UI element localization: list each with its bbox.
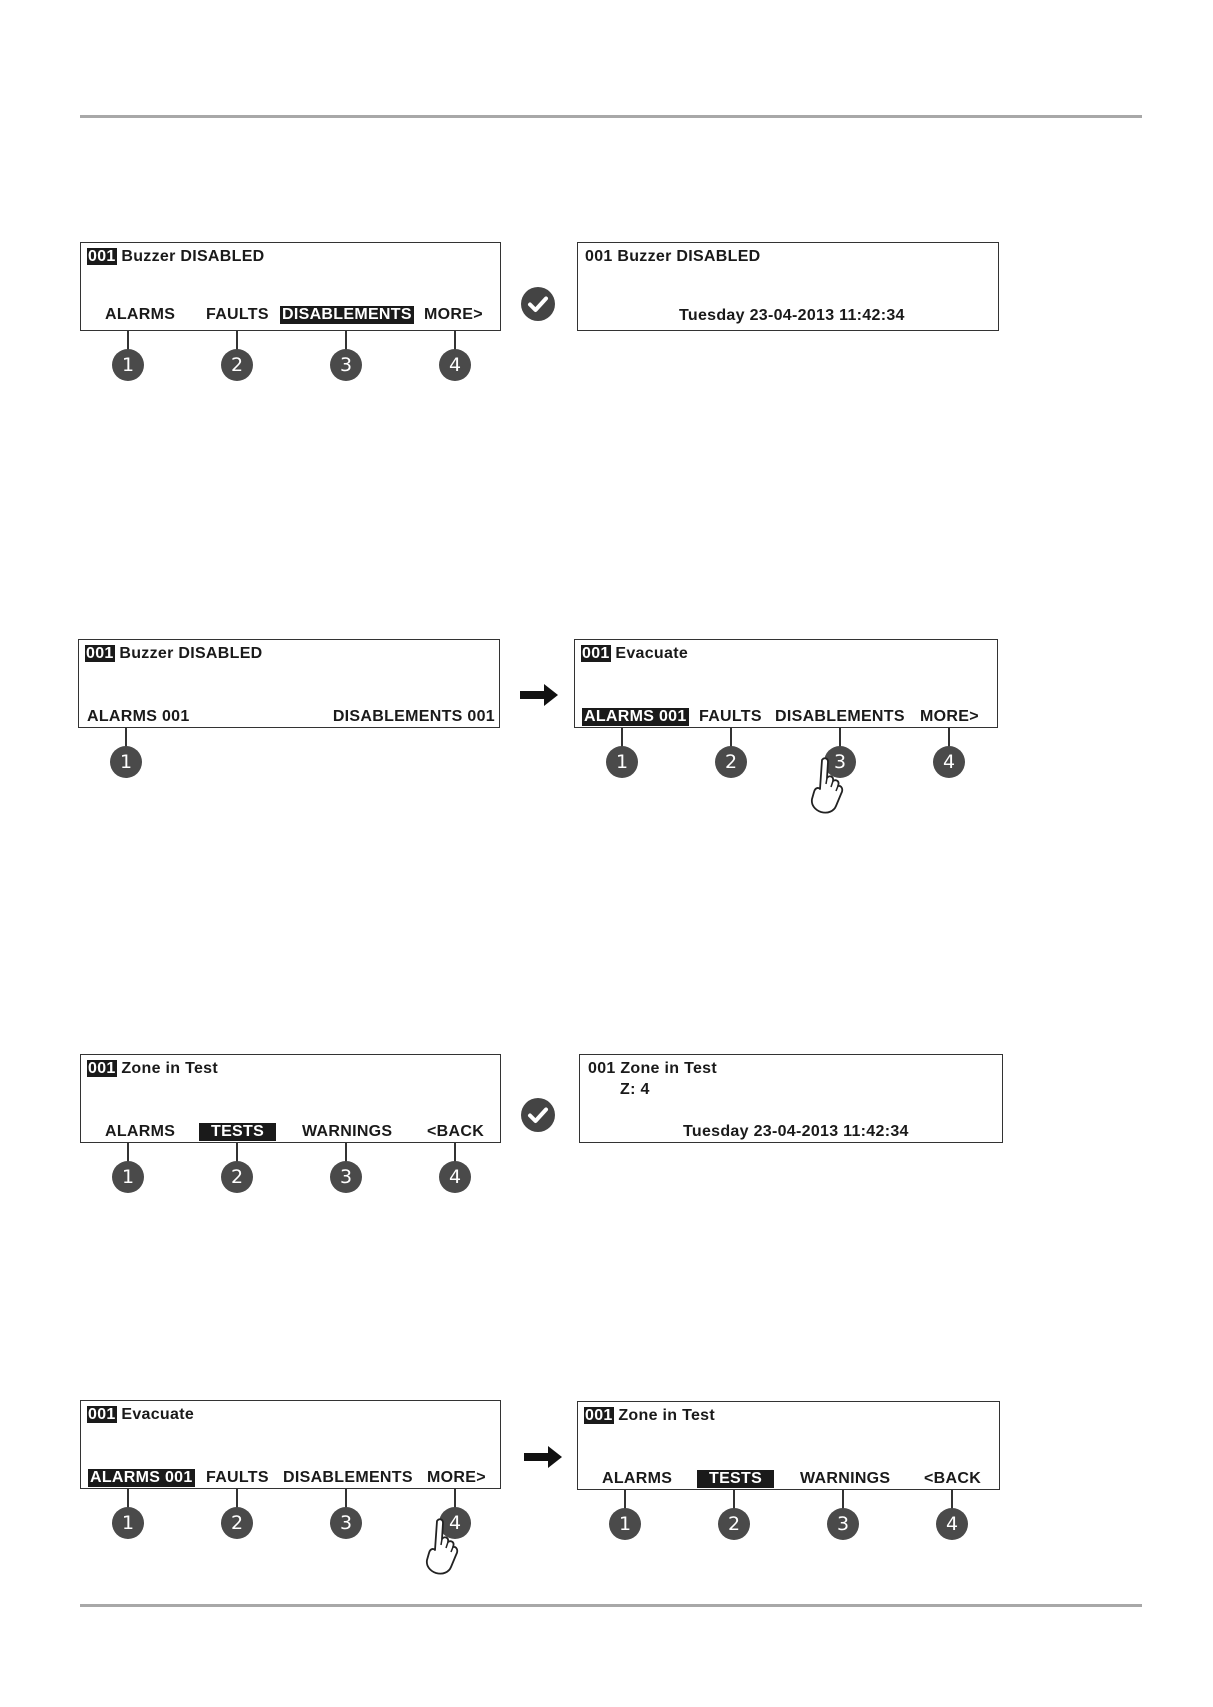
- softkey-label-2: FAULTS: [206, 306, 269, 323]
- lcd-header: [584, 1407, 715, 1425]
- event-message: Buzzer DISABLED: [121, 248, 265, 265]
- button-lead-line: [948, 727, 950, 747]
- softkey-button-3[interactable]: 3: [330, 1507, 362, 1539]
- softkey-label-2: TESTS: [697, 1470, 774, 1488]
- button-lead-line: [951, 1489, 953, 1509]
- softkey-button-4[interactable]: 4: [439, 1507, 471, 1539]
- button-lead-line: [345, 1488, 347, 1508]
- disablements-count: DISABLEMENTS 001: [332, 708, 495, 725]
- softkey-button-1[interactable]: 1: [609, 1508, 641, 1540]
- event-number: 001: [88, 248, 116, 265]
- button-lead-line: [621, 727, 623, 747]
- event-number: 001: [582, 645, 610, 662]
- softkey-label-2: FAULTS: [206, 1469, 269, 1486]
- bottom-divider: [80, 1604, 1142, 1607]
- softkey-button-2[interactable]: 2: [221, 349, 253, 381]
- softkey-button-1[interactable]: 1: [112, 1161, 144, 1193]
- event-number: 001: [585, 1407, 613, 1424]
- lcd-header: [85, 645, 263, 663]
- button-lead-line: [236, 330, 238, 350]
- softkey-label-1: ALARMS 001: [584, 708, 687, 725]
- event-message: Zone in Test: [618, 1407, 715, 1424]
- event-message: Evacuate: [121, 1406, 195, 1423]
- zone-line: Z: 4: [620, 1081, 650, 1098]
- softkey-label-4: MORE>: [920, 708, 979, 725]
- lcd-header: [87, 248, 265, 266]
- softkey-button-2[interactable]: 2: [718, 1508, 750, 1540]
- lcd-screen-4-right: [577, 1401, 1000, 1490]
- softkey-label-1: ALARMS 001: [90, 1469, 193, 1486]
- event-message: Buzzer DISABLED: [119, 645, 263, 662]
- button-lead-line: [839, 727, 841, 747]
- checkmark-circle-icon: [521, 1098, 555, 1132]
- button-lead-line: [454, 330, 456, 350]
- softkey-label-4: <BACK: [427, 1123, 485, 1140]
- button-lead-line: [624, 1489, 626, 1509]
- button-lead-line: [127, 1488, 129, 1508]
- event-line: 001 Buzzer DISABLED: [585, 248, 761, 265]
- event-number: 001: [86, 645, 114, 662]
- softkey-label-3: WARNINGS: [302, 1123, 393, 1140]
- event-message: Evacuate: [615, 645, 689, 662]
- softkey-label-4: MORE>: [427, 1469, 486, 1486]
- lcd-header: [87, 1406, 194, 1424]
- softkey-label-4: MORE>: [424, 306, 483, 323]
- date-time: Tuesday 23-04-2013 11:42:34: [683, 1123, 909, 1140]
- button-lead-line: [733, 1489, 735, 1509]
- softkey-label-3: DISABLEMENTS: [283, 1469, 413, 1486]
- softkey-button-1[interactable]: 1: [112, 1507, 144, 1539]
- right-arrow-icon: [520, 684, 558, 706]
- event-number: 001: [88, 1406, 116, 1423]
- softkey-button-4[interactable]: 4: [439, 349, 471, 381]
- softkey-label-3: DISABLEMENTS: [775, 708, 905, 725]
- softkey-button-2[interactable]: 2: [221, 1161, 253, 1193]
- checkmark-circle-icon: [521, 287, 555, 321]
- softkey-button-4[interactable]: 4: [439, 1161, 471, 1193]
- date-time: Tuesday 23-04-2013 11:42:34: [679, 307, 905, 324]
- softkey-button-2[interactable]: 2: [221, 1507, 253, 1539]
- lcd-screen-4-left: [80, 1400, 501, 1489]
- softkey-button-4[interactable]: 4: [936, 1508, 968, 1540]
- lcd-header: [581, 645, 688, 663]
- button-lead-line: [842, 1489, 844, 1509]
- button-lead-line: [127, 1142, 129, 1162]
- button-lead-line: [236, 1488, 238, 1508]
- right-arrow-icon: [524, 1446, 562, 1468]
- softkey-button-2[interactable]: 2: [715, 746, 747, 778]
- softkey-button-4[interactable]: 4: [933, 746, 965, 778]
- lcd-screen-1-left: [80, 242, 501, 331]
- button-lead-line: [454, 1488, 456, 1508]
- event-number: 001: [88, 1060, 116, 1077]
- button-lead-line: [345, 1142, 347, 1162]
- pointing-hand-icon: [421, 1517, 461, 1577]
- softkey-button-3[interactable]: 3: [827, 1508, 859, 1540]
- button-lead-line: [127, 330, 129, 350]
- softkey-label-1: ALARMS: [105, 1123, 176, 1140]
- button-lead-line: [454, 1142, 456, 1162]
- lcd-header: [87, 1060, 218, 1078]
- alarms-count: ALARMS 001: [87, 708, 190, 725]
- softkey-button-3[interactable]: 3: [330, 1161, 362, 1193]
- event-line: 001 Zone in Test: [588, 1060, 717, 1077]
- button-lead-line: [345, 330, 347, 350]
- button-lead-line: [125, 727, 127, 747]
- lcd-screen-2-left: [78, 639, 500, 728]
- softkey-label-1: ALARMS: [602, 1470, 673, 1487]
- softkey-label-2: FAULTS: [699, 708, 762, 725]
- button-lead-line: [236, 1142, 238, 1162]
- softkey-label-2: TESTS: [199, 1123, 276, 1141]
- lcd-screen-2-right: [574, 639, 998, 728]
- softkey-label-3: DISABLEMENTS: [282, 306, 412, 323]
- softkey-button-3[interactable]: 3: [330, 349, 362, 381]
- lcd-screen-3-left: [80, 1054, 501, 1143]
- softkey-button-1[interactable]: 1: [112, 349, 144, 381]
- softkey-label-1: ALARMS: [105, 306, 176, 323]
- softkey-button-1[interactable]: 1: [606, 746, 638, 778]
- lcd-screen-3-right: [579, 1054, 1003, 1143]
- event-message: Zone in Test: [121, 1060, 218, 1077]
- pointing-hand-icon: [806, 756, 846, 816]
- softkey-button-3[interactable]: 3: [824, 746, 856, 778]
- softkey-label-3: WARNINGS: [800, 1470, 891, 1487]
- button-lead-line: [730, 727, 732, 747]
- softkey-button-1[interactable]: 1: [110, 746, 142, 778]
- lcd-screen-1-right: [577, 242, 999, 331]
- softkey-label-4: <BACK: [924, 1470, 982, 1487]
- top-divider: [80, 115, 1142, 118]
